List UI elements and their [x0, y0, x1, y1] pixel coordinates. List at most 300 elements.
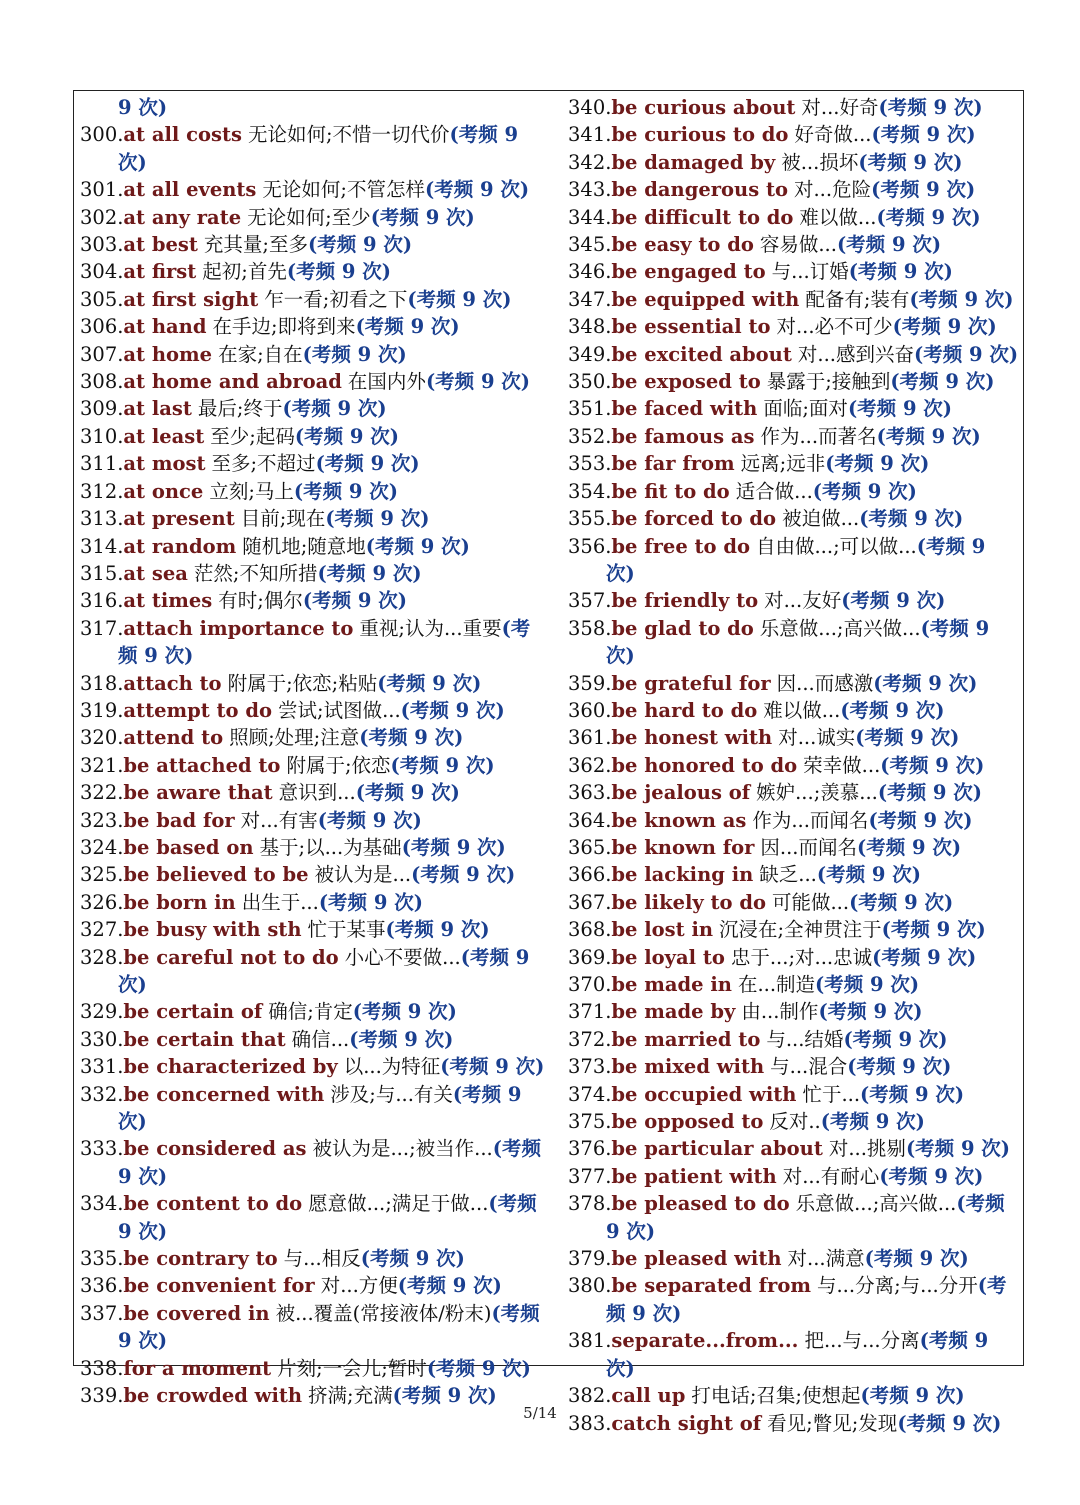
vocabulary-entry: [80, 1190, 548, 1245]
entry-phrase: be friendly to: [611, 589, 759, 613]
entry-meaning: 对...有害: [240, 808, 318, 832]
frequency-tag: (考频 9 次): [407, 287, 512, 311]
frequency-tag: (考频 9 次): [836, 233, 942, 257]
entry-number: 368.: [568, 918, 612, 942]
entry-number: 352.: [568, 424, 612, 448]
entry-meaning: 片刻;一会儿;暂时: [277, 1356, 427, 1380]
frequency-tag: (考频 9 次): [606, 616, 990, 668]
entry-meaning: 由...制作: [741, 1000, 819, 1024]
entry-number: 320.: [80, 726, 124, 750]
vocabulary-entry: [80, 341, 548, 368]
frequency-tag: 9 次): [118, 96, 168, 119]
entry-phrase: be exposed to: [611, 370, 761, 394]
entry-number: 358.: [568, 616, 612, 640]
frequency-tag: (考频 9 次): [849, 890, 954, 914]
entry-meaning: 无论如何;至少: [247, 205, 371, 229]
frequency-tag: (考频 9 次): [325, 507, 430, 531]
vocabulary-entry: [80, 286, 548, 313]
vocabulary-entry: [568, 1327, 1020, 1382]
entry-phrase: be covered in: [123, 1301, 270, 1325]
vocabulary-entry: [80, 450, 548, 477]
entry-phrase: be made in: [611, 973, 732, 996]
entry-number: 317.: [80, 616, 124, 640]
entry-number: 350.: [568, 370, 612, 394]
vocabulary-entry: [80, 231, 548, 258]
entry-number: 360.: [568, 698, 612, 722]
entry-number: 312.: [80, 479, 124, 503]
entry-phrase: be fit to do: [611, 479, 730, 503]
frequency-tag: (考频 9 次): [871, 178, 976, 202]
frequency-tag: (考频 9 次): [370, 205, 475, 229]
frequency-tag: (考频 9 次): [307, 233, 413, 257]
entry-phrase: be glad to do: [611, 616, 754, 640]
vocabulary-entry: [568, 834, 1020, 861]
entry-meaning: 作为...而著名: [760, 424, 877, 448]
vocabulary-entry: [568, 1108, 1020, 1135]
entry-phrase: be free to do: [611, 534, 750, 558]
entry-number: 356.: [568, 534, 612, 558]
entry-meaning: 在国内外: [347, 370, 426, 394]
vocabulary-entry: [568, 998, 1020, 1025]
vocabulary-entry: [80, 395, 548, 422]
entry-meaning: 自由做...;可以做...: [755, 534, 917, 558]
entry-meaning: 与...结婚: [766, 1027, 844, 1051]
entry-number: 304.: [80, 260, 124, 284]
entry-meaning: 在...制造: [737, 973, 816, 996]
vocabulary-entry: [568, 176, 1020, 203]
entry-phrase: be curious to do: [611, 123, 789, 147]
vocabulary-entry: [80, 1081, 548, 1136]
frequency-tag: (考频 9 次): [426, 1356, 531, 1380]
frequency-tag: (考频 9 次): [868, 808, 973, 832]
frequency-tag: (考频 9 次): [397, 1274, 502, 1298]
vocabulary-entry: [80, 697, 548, 724]
frequency-tag: (考频 9 次): [876, 424, 981, 448]
frequency-tag: (考频 9 次): [905, 1137, 1011, 1161]
entry-meaning: 尝试;试图做...: [278, 698, 401, 722]
vocabulary-entry: [568, 204, 1020, 231]
frequency-tag: (考频 9 次): [424, 178, 530, 202]
entry-number: 335.: [80, 1247, 124, 1271]
frequency-tag: (考频 9 次): [294, 424, 399, 448]
entry-number: 301.: [80, 178, 124, 202]
entry-meaning: 嫉妒...;羡慕...: [756, 781, 878, 805]
frequency-tag: (考频 9 次): [282, 397, 387, 421]
entry-meaning: 被认为是...;被当作...: [312, 1137, 493, 1161]
entry-phrase: for a moment: [123, 1356, 272, 1380]
entry-number: 376.: [568, 1137, 612, 1161]
frequency-tag: (考频 9 次): [390, 753, 495, 777]
frequency-tag: (考频 9 次): [860, 1384, 965, 1408]
entry-meaning: 可能做...: [771, 890, 850, 914]
frequency-tag: (考频 9 次): [317, 561, 422, 585]
vocabulary-entry: [80, 533, 548, 560]
entry-phrase: be famous as: [611, 424, 755, 448]
entry-phrase: be considered as: [123, 1137, 307, 1161]
frequency-tag: (考频 9 次): [385, 918, 490, 942]
vocabulary-entry: [568, 971, 1020, 998]
vocabulary-entry: [80, 916, 548, 943]
entry-number: 331.: [80, 1055, 124, 1079]
frequency-tag: (考频 9 次): [349, 1027, 454, 1051]
frequency-tag: (考频 9 次): [909, 287, 1014, 311]
entry-meaning: 重视;认为...重要: [359, 616, 502, 640]
frequency-tag: (考频 9 次): [856, 835, 962, 859]
entry-meaning: 被认为是...: [314, 863, 412, 887]
entry-phrase: at best: [123, 233, 198, 257]
frequency-tag: (考频 9 次): [302, 589, 407, 613]
entry-number: 363.: [568, 781, 612, 805]
entry-meaning: 忠于...;对...忠诚: [730, 945, 873, 969]
entry-meaning: 对...危险: [793, 178, 872, 202]
frequency-tag: (考频 9 次): [872, 945, 977, 969]
vocabulary-entry: [568, 670, 1020, 697]
frequency-tag: (考频 9 次): [843, 1027, 948, 1051]
entry-number: 351.: [568, 397, 612, 421]
entry-meaning: 被迫做...: [782, 507, 860, 531]
entry-number: 362.: [568, 753, 612, 777]
entry-phrase: be born in: [123, 890, 236, 914]
entry-phrase: be known as: [611, 808, 747, 832]
entry-phrase: be engaged to: [611, 260, 766, 284]
frequency-tag: (考频 9 次): [377, 671, 482, 695]
entry-phrase: be pleased with: [611, 1247, 782, 1271]
frequency-tag: (考频 9 次): [352, 1000, 457, 1024]
entry-phrase: at first sight: [123, 287, 259, 311]
vocabulary-entry: [80, 258, 548, 285]
entry-phrase: at times: [123, 589, 213, 613]
frequency-tag: (考频 9 次): [840, 698, 945, 722]
entry-number: 377.: [568, 1164, 612, 1188]
entry-number: 343.: [568, 178, 612, 202]
entry-meaning: 好奇做...: [794, 123, 872, 147]
entry-number: 300.: [80, 123, 124, 147]
vocabulary-entry: [568, 1163, 1020, 1190]
entry-number: 348.: [568, 315, 612, 339]
frequency-tag: (考频 9 次): [878, 96, 983, 119]
entry-phrase: at last: [123, 397, 192, 421]
frequency-tag: (考频 9 次): [606, 534, 986, 585]
entry-meaning: 涉及;与...有关: [330, 1082, 453, 1106]
vocabulary-entry: [80, 1245, 548, 1272]
frequency-tag: (考频 9 次): [118, 1301, 540, 1353]
entry-number: 354.: [568, 479, 612, 503]
entry-phrase: be attached to: [123, 753, 281, 777]
vocabulary-entry: [80, 752, 548, 779]
entry-phrase: at sea: [123, 561, 188, 585]
entry-number: 375.: [568, 1110, 612, 1134]
vocabulary-entry: [568, 944, 1020, 971]
entry-phrase: be essential to: [611, 315, 771, 339]
vocabulary-entry: [80, 998, 548, 1025]
entry-meaning: 对...挑剔: [828, 1137, 906, 1161]
frequency-tag: (考频 9 次): [118, 1192, 537, 1243]
entry-meaning: 作为...而闻名: [752, 808, 869, 832]
entry-meaning: 在家;自在: [218, 342, 303, 366]
entry-number: 361.: [568, 726, 612, 750]
vocabulary-entry: [80, 368, 548, 395]
frequency-tag: (考频 9 次): [293, 479, 399, 503]
vocabulary-entry: [80, 478, 548, 505]
entry-meaning: 愿意做...;满足于做...: [308, 1192, 489, 1216]
entry-number: 355.: [568, 507, 612, 531]
frequency-tag: (考频 9 次): [816, 863, 921, 887]
frequency-tag: (考频 9 次): [355, 781, 460, 805]
entry-phrase: be convenient for: [123, 1274, 315, 1298]
entry-number: 336.: [80, 1274, 124, 1298]
entry-number: 305.: [80, 287, 124, 311]
vocabulary-entry: [80, 1300, 548, 1355]
frequency-tag: (考频 9 次): [847, 397, 953, 421]
continuation-line: [80, 94, 548, 121]
entry-phrase: be believed to be: [123, 863, 309, 887]
frequency-tag: (考频 9 次): [890, 370, 995, 394]
frequency-tag: (考频 9 次): [400, 698, 505, 722]
vocabulary-entry: [568, 779, 1020, 806]
vocabulary-entry: [80, 779, 548, 806]
frequency-tag: (考频 9 次): [855, 726, 960, 750]
vocabulary-entry: [80, 889, 548, 916]
entry-number: 381.: [568, 1329, 612, 1353]
vocabulary-entry: [568, 1272, 1020, 1327]
entry-meaning: 以...为特征: [343, 1055, 441, 1079]
frequency-tag: (考频 9 次): [876, 205, 981, 229]
frequency-tag: (考频 9 次): [118, 616, 531, 668]
vocabulary-entry: [80, 807, 548, 834]
vocabulary-entry: [568, 313, 1020, 340]
entry-meaning: 与...订婚: [771, 260, 849, 284]
entry-number: 324.: [80, 835, 124, 859]
vocabulary-entry: [568, 533, 1020, 588]
entry-phrase: at most: [123, 452, 206, 476]
frequency-tag: (考频 9 次): [359, 726, 464, 750]
entry-meaning: 容易做...: [759, 233, 837, 257]
vocabulary-entry: [568, 1026, 1020, 1053]
entry-meaning: 乐意做...;高兴做...: [759, 616, 921, 640]
entry-meaning: 确信;肯定: [268, 1000, 353, 1024]
entry-phrase: attach importance to: [123, 616, 354, 640]
entry-phrase: be equipped with: [611, 287, 800, 311]
frequency-tag: (考频 9 次): [317, 808, 422, 832]
vocabulary-entry: [80, 1053, 548, 1080]
vocabulary-entry: [80, 1026, 548, 1053]
vocabulary-entry: [568, 395, 1020, 422]
entry-meaning: 打电话;召集;使想起: [691, 1384, 861, 1408]
entry-number: 382.: [568, 1384, 612, 1408]
entry-meaning: 对...方便: [320, 1274, 398, 1298]
entry-number: 346.: [568, 260, 612, 284]
entry-number: 314.: [80, 534, 124, 558]
entry-phrase: be jealous of: [611, 781, 751, 805]
frequency-tag: (考频 9 次): [425, 370, 531, 394]
entry-meaning: 小心不要做...: [344, 945, 461, 969]
entry-phrase: call up: [611, 1384, 686, 1408]
entry-phrase: catch sight of: [611, 1411, 762, 1435]
frequency-tag: (考频 9 次): [847, 1055, 952, 1079]
entry-phrase: be occupied with: [611, 1082, 797, 1106]
entry-meaning: 沉浸在;全神贯注于: [719, 918, 882, 942]
frequency-tag: (考频 9 次): [897, 1411, 1002, 1435]
entry-number: 303.: [80, 233, 124, 257]
vocabulary-entry: [568, 697, 1020, 724]
entry-meaning: 无论如何;不管怎样: [262, 178, 425, 202]
frequency-tag: (考频 9 次): [606, 1192, 1005, 1243]
vocabulary-entry: [568, 615, 1020, 670]
entry-meaning: 至多;不超过: [211, 452, 316, 476]
frequency-tag: (考频 9 次): [440, 1055, 545, 1079]
entry-meaning: 忙于...: [802, 1082, 861, 1106]
frequency-tag: (考频 9 次): [871, 123, 976, 147]
entry-number: 333.: [80, 1137, 124, 1161]
entry-phrase: be lost in: [611, 918, 714, 942]
vocabulary-entry: [80, 1355, 548, 1382]
entry-meaning: 面临;面对: [763, 397, 848, 421]
entry-phrase: be damaged by: [611, 150, 776, 174]
entry-number: 330.: [80, 1027, 124, 1051]
entry-number: 337.: [80, 1301, 124, 1325]
vocabulary-entry: [568, 121, 1020, 148]
entry-phrase: be contrary to: [123, 1247, 278, 1271]
entry-number: 307.: [80, 342, 124, 366]
vocabulary-entry: [80, 1272, 548, 1299]
entry-meaning: 附属于;依恋;粘贴: [227, 671, 378, 695]
entry-meaning: 与...相反: [283, 1247, 361, 1271]
entry-phrase: be likely to do: [611, 890, 766, 914]
vocabulary-entry: [568, 231, 1020, 258]
entry-meaning: 对...必不可少: [776, 315, 893, 339]
vocabulary-entry: [568, 286, 1020, 313]
entry-number: 345.: [568, 233, 612, 257]
entry-phrase: at random: [123, 534, 237, 558]
entry-number: 323.: [80, 808, 124, 832]
entry-phrase: at home and abroad: [123, 370, 342, 394]
entry-phrase: at all events: [123, 178, 257, 202]
entry-number: 380.: [568, 1274, 612, 1298]
entry-number: 321.: [80, 753, 124, 777]
entry-number: 367.: [568, 890, 612, 914]
entry-phrase: be lacking in: [611, 863, 754, 887]
vocabulary-entry: [568, 423, 1020, 450]
vocabulary-entry: [80, 861, 548, 888]
entry-meaning: 无论如何;不惜一切代价: [247, 123, 450, 147]
entry-meaning: 附属于;依恋: [286, 753, 391, 777]
vocabulary-entry: [80, 204, 548, 231]
frequency-tag: (考频 9 次): [392, 1384, 497, 1408]
entry-number: 313.: [80, 507, 124, 531]
frequency-tag: (考频 9 次): [315, 452, 420, 476]
entry-phrase: at any rate: [123, 205, 242, 229]
entry-number: 341.: [568, 123, 612, 147]
entry-phrase: be made by: [611, 1000, 736, 1024]
entry-phrase: be excited about: [611, 342, 792, 366]
entry-phrase: at first: [123, 260, 197, 284]
entry-meaning: 看见;瞥见;发现: [767, 1411, 898, 1435]
entry-meaning: 对...感到兴奋: [797, 342, 914, 366]
entry-number: 371.: [568, 1000, 612, 1024]
entry-meaning: 起初;首先: [202, 260, 287, 284]
entry-phrase: at hand: [123, 315, 207, 339]
frequency-tag: (考频 9 次): [360, 1247, 465, 1271]
entry-number: 319.: [80, 698, 124, 722]
vocabulary-entry: [568, 752, 1020, 779]
entry-phrase: be grateful for: [611, 671, 771, 695]
entry-phrase: be separated from: [611, 1274, 811, 1298]
entry-phrase: be easy to do: [611, 233, 754, 257]
entry-number: 325.: [80, 863, 124, 887]
vocabulary-entry: [80, 587, 548, 614]
vocabulary-entry: [80, 176, 548, 203]
entry-phrase: be faced with: [611, 397, 758, 421]
entry-number: 315.: [80, 561, 124, 585]
entry-meaning: 对...满意: [787, 1247, 865, 1271]
vocabulary-entry: [568, 149, 1020, 176]
entry-meaning: 在手边;即将到来: [212, 315, 356, 339]
vocabulary-entry: [80, 834, 548, 861]
entry-number: 339.: [80, 1384, 124, 1408]
frequency-tag: (考频 9 次): [118, 123, 519, 174]
frequency-tag: (考频 9 次): [118, 945, 530, 996]
frequency-tag: (考频 9 次): [318, 890, 423, 914]
entry-meaning: 对...有耐心: [782, 1164, 880, 1188]
frequency-tag: (考频 9 次): [118, 1137, 541, 1188]
frequency-tag: (考频 9 次): [815, 973, 920, 996]
entry-number: 349.: [568, 342, 612, 366]
vocabulary-entry: [568, 724, 1020, 751]
entry-number: 316.: [80, 589, 124, 613]
entry-number: 378.: [568, 1192, 612, 1216]
entry-meaning: 忙于某事: [307, 918, 386, 942]
entry-phrase: be far from: [611, 452, 735, 476]
entry-phrase: be concerned with: [123, 1082, 325, 1106]
vocabulary-entry: [568, 1081, 1020, 1108]
vocabulary-entry: [568, 258, 1020, 285]
entry-phrase: be crowded with: [123, 1384, 303, 1408]
vocabulary-entry: [80, 670, 548, 697]
entry-meaning: 至少;起码: [210, 424, 295, 448]
entry-phrase: be careful not to do: [123, 945, 339, 969]
vocabulary-entry: [80, 423, 548, 450]
entry-phrase: be honest with: [611, 726, 773, 750]
vocabulary-entry: [80, 724, 548, 751]
entry-meaning: 被...覆盖(常接液体/粉末): [275, 1301, 492, 1325]
vocabulary-entry: [568, 807, 1020, 834]
entry-phrase: be bad for: [123, 808, 235, 832]
entry-meaning: 因...而感激: [776, 671, 874, 695]
vocabulary-entry: [568, 1053, 1020, 1080]
frequency-tag: (考频 9 次): [355, 315, 460, 339]
entry-phrase: be forced to do: [611, 507, 777, 531]
vocabulary-entry: [568, 1245, 1020, 1272]
vocabulary-entry: [80, 560, 548, 587]
vocabulary-entry: [80, 944, 548, 999]
entry-meaning: 确信...: [291, 1027, 350, 1051]
entry-meaning: 最后;终于: [197, 397, 283, 421]
entry-number: 370.: [568, 973, 612, 996]
vocabulary-entry: [568, 889, 1020, 916]
entry-phrase: be aware that: [123, 781, 273, 805]
entry-phrase: at once: [123, 479, 204, 503]
entry-number: 379.: [568, 1247, 612, 1271]
entry-meaning: 随机地;随意地: [242, 534, 366, 558]
entry-number: 302.: [80, 205, 124, 229]
frequency-tag: (考频 9 次): [825, 452, 930, 476]
right-entry-list: [568, 94, 1020, 1437]
entry-phrase: at all costs: [123, 123, 242, 147]
frequency-tag: (考频 9 次): [841, 589, 946, 613]
left-entry-list: [80, 121, 548, 1409]
entry-number: 366.: [568, 863, 612, 887]
frequency-tag: (考频 9 次): [858, 150, 963, 174]
